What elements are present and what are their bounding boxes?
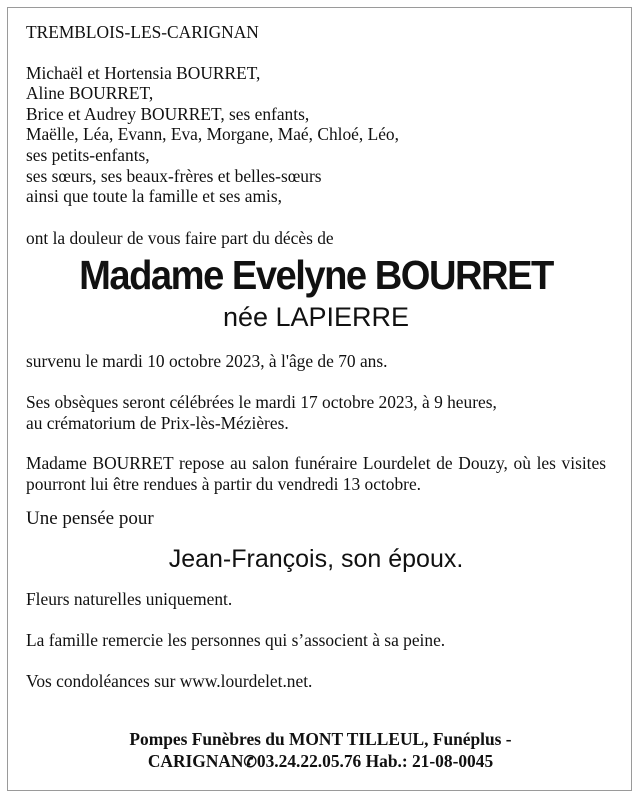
funeral-line: Ses obsèques seront célébrées le mardi 17 octobre 2023, à 9 heures, xyxy=(26,391,497,412)
town-heading: TREMBLOIS-LES-CARIGNAN xyxy=(26,22,259,42)
family-line: ses petits-enfants, xyxy=(26,144,150,165)
family-line: Aline BOURRET, xyxy=(26,83,154,104)
flowers-note: Fleurs naturelles uniquement. xyxy=(26,589,233,610)
obituary-notice xyxy=(26,22,606,691)
maiden-name: née LAPIERRE xyxy=(222,302,410,333)
phone-number[interactable]: 03.24.22.05.76 xyxy=(256,751,362,771)
family-line: ainsi que toute la famille et ses amis, xyxy=(26,186,282,207)
funeral-home-footer xyxy=(7,728,634,774)
family-line: Maëlle, Léa, Evann, Eva, Morgane, Maé, Chloé, Léo, xyxy=(26,124,399,145)
deceased-name: Madame Evelyne BOURRET xyxy=(79,252,553,299)
announcement: ont la douleur de vous faire part du décès de xyxy=(26,227,334,248)
thanks-note: La famille remercie les personnes qui s’associent à sa peine. xyxy=(26,629,446,650)
phone-icon: ✆ xyxy=(243,754,257,771)
family-line: Brice et Audrey BOURRET, ses enfants, xyxy=(26,103,310,124)
funeral-line: au crématorium de Prix-lès-Mézières. xyxy=(26,412,289,433)
family-line: Michaël et Hortensia BOURRET, xyxy=(26,62,261,83)
visitation-info: Madame BOURRET repose au salon funéraire Lourdelet de Douzy, où les visites pourront lui être rendues à partir du vendredi 13 octobre. xyxy=(26,453,606,494)
condolences-link[interactable]: Vos condoléances sur www.lourdelet.net. xyxy=(26,670,313,691)
funeral-home-city: CARIGNAN xyxy=(147,751,244,771)
spouse-name: Jean-François, son époux. xyxy=(168,545,464,574)
thought-intro: Une pensée pour xyxy=(26,508,154,530)
funeral-info xyxy=(26,392,606,433)
family-line: ses sœurs, ses beaux-frères et belles-sœurs xyxy=(26,165,322,186)
family-list xyxy=(26,63,606,207)
funeral-home-name: Pompes Funèbres du MONT TILLEUL, Funéplus - xyxy=(129,729,512,749)
death-info: survenu le mardi 10 octobre 2023, à l'âge de 70 ans. xyxy=(26,351,388,372)
habilitation-number: Hab.: 21-08-0045 xyxy=(365,751,494,771)
funeral-home-contact xyxy=(7,750,634,774)
